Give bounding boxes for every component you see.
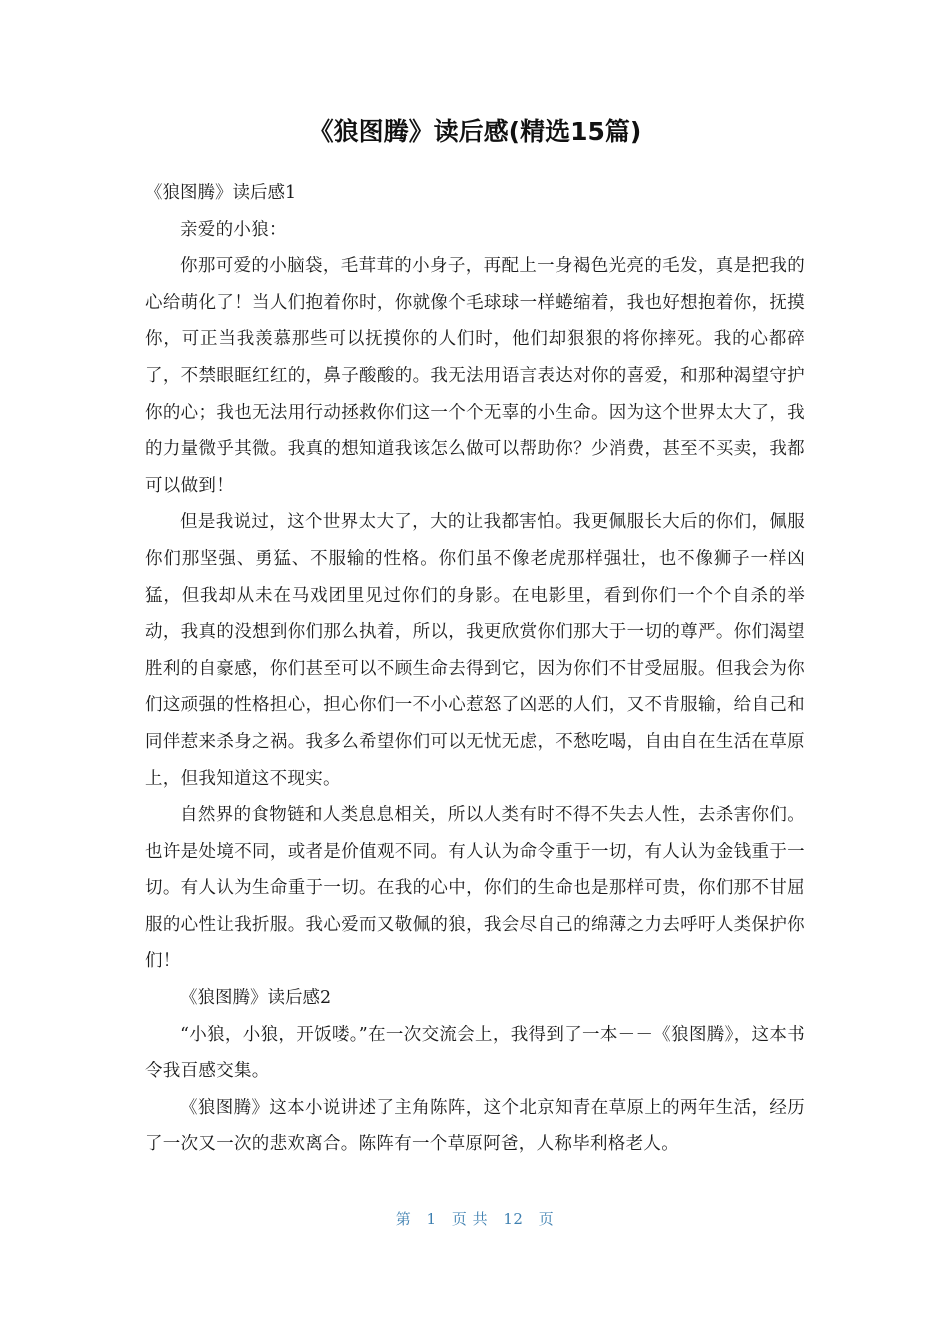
footer-di: 第: [395, 1210, 412, 1228]
paragraph: 《狼图腾》这本小说讲述了主角陈阵，这个北京知青在草原上的两年生活，经历了一次又一次的悲欢离合。陈阵有一个草原阿爸，人称毕利格老人。: [145, 1097, 805, 1155]
section-heading-1: 《狼图腾》读后感1: [145, 183, 297, 203]
section-heading-2: 《狼图腾》读后感2: [180, 988, 332, 1009]
document-title: 《狼图腾》读后感(精选15篇): [308, 117, 642, 146]
page-footer: [0, 1208, 950, 1229]
paragraph: “小狼，小狼，开饭喽。”在一次交流会上，我得到了一本－－《狼图腾》，这本书令我百感交集。: [145, 1024, 805, 1082]
footer-ye-gong: 页 共: [451, 1210, 489, 1228]
paragraph: 你那可爱的小脑袋，毛茸茸的小身子，再配上一身褐色光亮的毛发，真是把我的心给萌化了！当人们抱着你时，你就像个毛球球一样蜷缩着，我也好想抱着你，抚摸你，可正当我羡慕那些可以抚摸你的人们时，他们却狠狠的将你摔死。我的心都碎了，不禁眼眶红红的，鼻子酸酸的。我无法用语言表达对你的喜爱，和那种渴望守护你的心；我也无法用行动拯救你们这一个个无辜的小生命。因为这个世界太大了，我的力量微乎其微。我真的想知道我该怎么做可以帮助你？少消费，甚至不买卖，我都可以做到！: [145, 256, 805, 496]
paragraph: 但是我说过，这个世界太大了，大的让我都害怕。我更佩服长大后的你们，佩服你们那坚强、勇猛、不服输的性格。你们虽不像老虎那样强壮，也不像狮子一样凶猛，但我却从未在马戏团里见过你们的身影。在电影里，看到你们一个个自杀的举动，我真的没想到你们那么执着，所以，我更欣赏你们那大于一切的尊严。你们渴望胜利的自豪感，你们甚至可以不顾生命去得到它，因为你们不甘受屈服。但我会为你们这顽强的性格担心，担心你们一不小心惹怒了凶恶的人们，又不肯服输，给自己和同伴惹来杀身之祸。我多么希望你们可以无忧无虑，不愁吃喝，自由自在生活在草原上，但我知道这不现实。: [145, 512, 805, 789]
footer-page-number: 1: [426, 1210, 437, 1228]
paragraph: 亲爱的小狼：: [180, 219, 287, 240]
footer-ye: 页: [538, 1210, 555, 1228]
paragraph: 自然界的食物链和人类息息相关，所以人类有时不得不失去人性，去杀害你们。也许是处境不同，或者是价值观不同。有人认为命令重于一切，有人认为金钱重于一切。有人认为生命重于一切。在我的心中，你们的生命也是那样可贵，你们那不甘屈服的心性让我折服。我心爱而又敬佩的狼，我会尽自己的绵薄之力去呼吁人类保护你们！: [145, 805, 805, 972]
footer-total-pages: 12: [503, 1210, 524, 1228]
document-body: [145, 175, 805, 1163]
